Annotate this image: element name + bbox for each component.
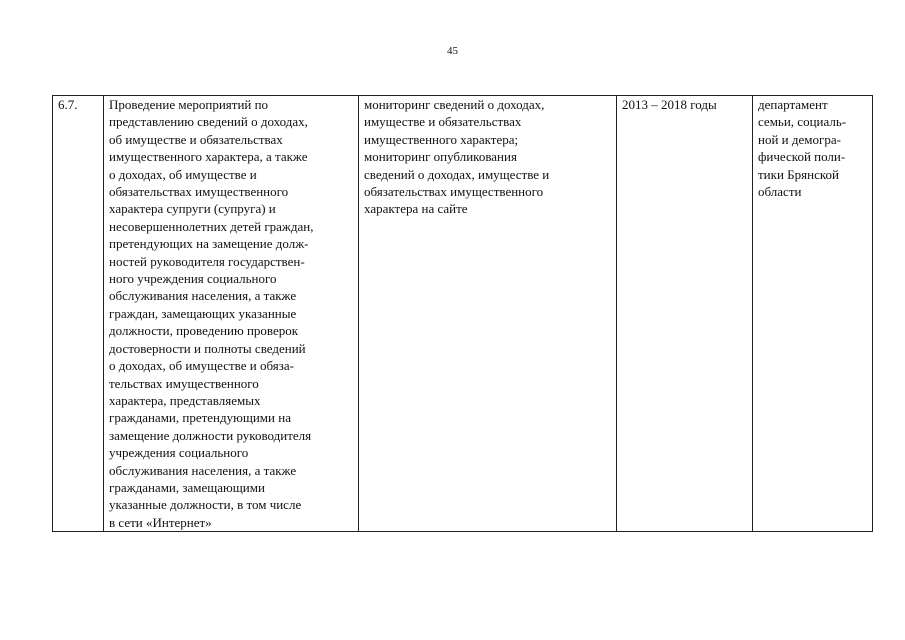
department-cell (753, 96, 873, 532)
text-line: тельствах имущественного (109, 375, 259, 391)
text-line: ной и демогра- (758, 131, 841, 147)
text-line: области (758, 184, 802, 200)
text-line: граждан, замещающих указанные (109, 305, 297, 321)
text-line: ностей руководителя государствен- (109, 253, 305, 269)
text-line: представлению сведений о доходах, (109, 114, 308, 130)
text-line: указанные должности, в том числе (109, 497, 302, 513)
text-line: достоверности и полноты сведений (109, 340, 306, 356)
text-line: мониторинг опубликования (364, 149, 517, 165)
text-line: обязательствах имущественного (364, 184, 544, 200)
period-cell (617, 96, 753, 532)
text-line: имущественного характера, а также (109, 149, 308, 165)
text-line: имуществе и обязательствах (364, 114, 522, 130)
text-line: характера на сайте (364, 201, 468, 217)
page-number: 45 (447, 45, 458, 57)
text-line: гражданами, замещающими (109, 479, 265, 495)
plan-table (52, 95, 873, 532)
text-line: характера, представляемых (109, 392, 261, 408)
text-line: претендующих на замещение долж- (109, 236, 309, 252)
row-number: 6.7. (58, 97, 78, 112)
row-number-cell (53, 96, 104, 532)
text-line: фической поли- (758, 149, 846, 165)
text-line: обязательствах имущественного (109, 184, 289, 200)
text-line: характера супруги (супруга) и (109, 201, 276, 217)
text-line: департамент (758, 97, 828, 112)
text-line: несовершеннолетних детей граждан, (109, 218, 314, 234)
text-line: мониторинг сведений о доходах, (364, 97, 545, 112)
text-line: семьи, социаль- (758, 114, 847, 130)
text-line: в сети «Интернет» (109, 514, 212, 530)
text-line: должности, проведению проверок (109, 323, 299, 339)
text-line: о доходах, об имуществе и (109, 166, 257, 182)
text-line: гражданами, претендующими на (109, 410, 291, 426)
text-line: обслуживания населения, а также (109, 288, 297, 304)
text-line: учреждения социального (109, 445, 249, 461)
monitoring-cell (359, 96, 617, 532)
event-description-cell (104, 96, 359, 532)
text-line: тики Брянской (758, 166, 839, 182)
text-line: обслуживания населения, а также (109, 462, 297, 478)
text-line: имущественного характера; (364, 131, 519, 147)
text-line: замещение должности руководителя (109, 427, 312, 443)
table-row (53, 96, 873, 532)
text-line: сведений о доходах, имуществе и (364, 166, 550, 182)
text-line: о доходах, об имуществе и обяза- (109, 358, 294, 374)
period-text: 2013 – 2018 годы (622, 97, 717, 112)
text-line: ного учреждения социального (109, 271, 277, 287)
text-line: об имуществе и обязательствах (109, 131, 283, 147)
text-line: Проведение мероприятий по (109, 97, 269, 112)
